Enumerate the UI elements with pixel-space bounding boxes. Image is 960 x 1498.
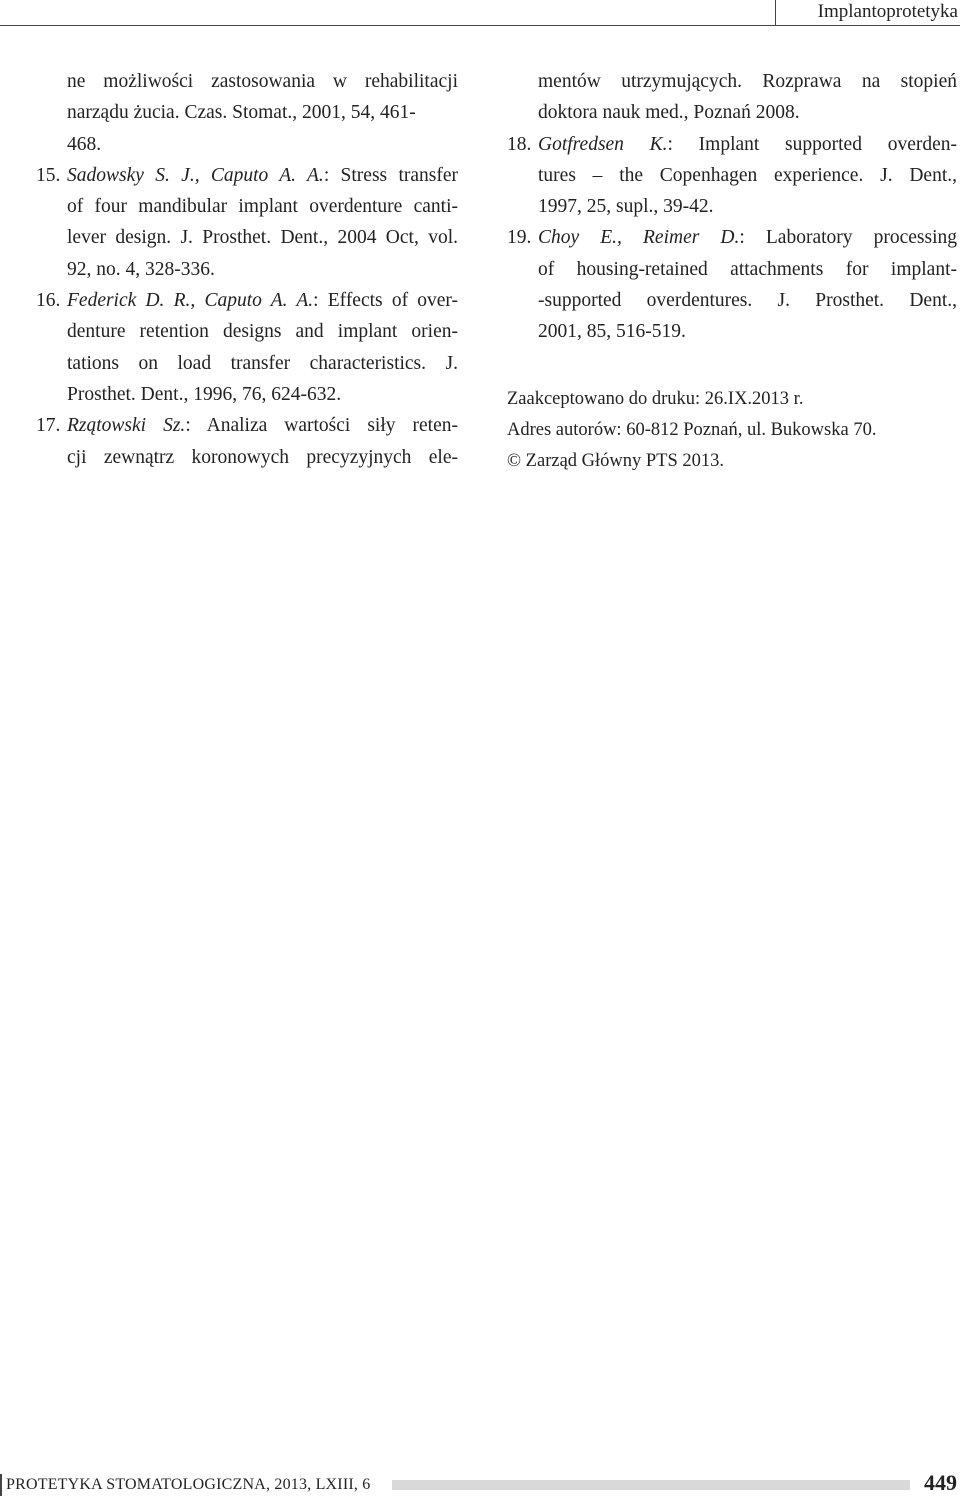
ref-line: 1997, 25, supl., 39-42.	[538, 196, 714, 218]
reference-17	[36, 410, 458, 473]
ref-line: mentów utrzymujących. Rozprawa na stopień	[538, 71, 957, 92]
reference-text: : Implant supported overden-	[667, 133, 957, 155]
ref-line: ne możliwości zastosowania w rehabilitacji	[67, 71, 458, 92]
reference-15	[36, 160, 458, 285]
header-divider	[775, 0, 776, 26]
right-column	[507, 66, 957, 348]
copyright-notice: © Zarząd Główny PTS 2013.	[507, 451, 725, 471]
ref-line: narządu żucia. Czas. Stomat., 2001, 54, 461-	[67, 102, 416, 124]
ref-line	[67, 410, 458, 441]
author-address: Adres autorów: 60-812 Poznań, ul. Bukowska 70.	[507, 420, 877, 440]
reference-number: 19.	[507, 227, 532, 249]
reference-authors: Sadowsky S. J., Caputo A. A.	[67, 164, 324, 186]
reference-19	[507, 222, 957, 347]
ref-line: -supported overdentures. J. Prosthet. Dent.,	[538, 290, 957, 312]
running-header	[0, 0, 960, 26]
reference-number: 17.	[36, 415, 61, 437]
ref-line: of housing-retained attachments for implant-	[538, 258, 957, 280]
ref-line: Prosthet. Dent., 1996, 76, 624-632.	[67, 383, 342, 405]
footer-bar	[392, 1480, 910, 1490]
page-footer	[0, 1470, 960, 1498]
journal-citation: PROTETYKA STOMATOLOGICZNA, 2013, LXIII, 6	[6, 1476, 371, 1493]
reference-authors: Federick D. R., Caputo A. A.	[67, 290, 314, 312]
reference-14-continuation	[36, 66, 458, 160]
reference-text: : Laboratory processing	[739, 227, 957, 249]
reference-text: : Analiza wartości siły reten-	[185, 415, 458, 437]
left-column	[36, 66, 458, 473]
reference-18	[507, 129, 957, 223]
page-number: 449	[924, 1470, 957, 1495]
reference-authors: Gotfredsen K.	[538, 133, 668, 155]
reference-number: 16.	[36, 290, 61, 312]
reference-text: : Effects of over-	[313, 290, 459, 312]
section-title: Implantoprotetyka	[817, 1, 958, 22]
reference-authors: Rzątowski Sz.	[67, 415, 186, 437]
header-rule	[0, 25, 960, 26]
ref-line: lever design. J. Prosthet. Dent., 2004 Oct, vol.	[67, 227, 458, 249]
ref-line	[538, 129, 957, 160]
ref-line: 2001, 85, 516-519.	[538, 321, 686, 343]
footer-divider	[0, 1474, 2, 1496]
reference-number: 18.	[507, 133, 532, 155]
accepted-date: Zaakceptowano do druku: 26.IX.2013 r.	[507, 389, 804, 409]
ref-line: 468.	[67, 133, 102, 155]
ref-line: 92, no. 4, 328-336.	[67, 258, 215, 280]
reference-17-continuation	[507, 66, 957, 129]
reference-16	[36, 285, 458, 410]
ref-line: doktora nauk med., Poznań 2008.	[538, 102, 800, 124]
ref-line	[538, 222, 957, 253]
ref-line: of four mandibular implant overdenture canti-	[67, 196, 458, 218]
ref-line: denture retention designs and implant orien-	[67, 321, 458, 343]
ref-line: tures – the Copenhagen experience. J. Dent.,	[538, 164, 957, 186]
ref-line: tations on load transfer characteristics. J.	[67, 352, 458, 374]
ref-line	[67, 160, 458, 191]
reference-number: 15.	[36, 164, 61, 186]
ref-line: cji zewnątrz koronowych precyzyjnych ele-	[67, 446, 458, 468]
reference-authors: Choy E., Reimer D.	[538, 227, 740, 249]
reference-text: : Stress transfer	[323, 164, 458, 186]
ref-line	[67, 285, 458, 316]
